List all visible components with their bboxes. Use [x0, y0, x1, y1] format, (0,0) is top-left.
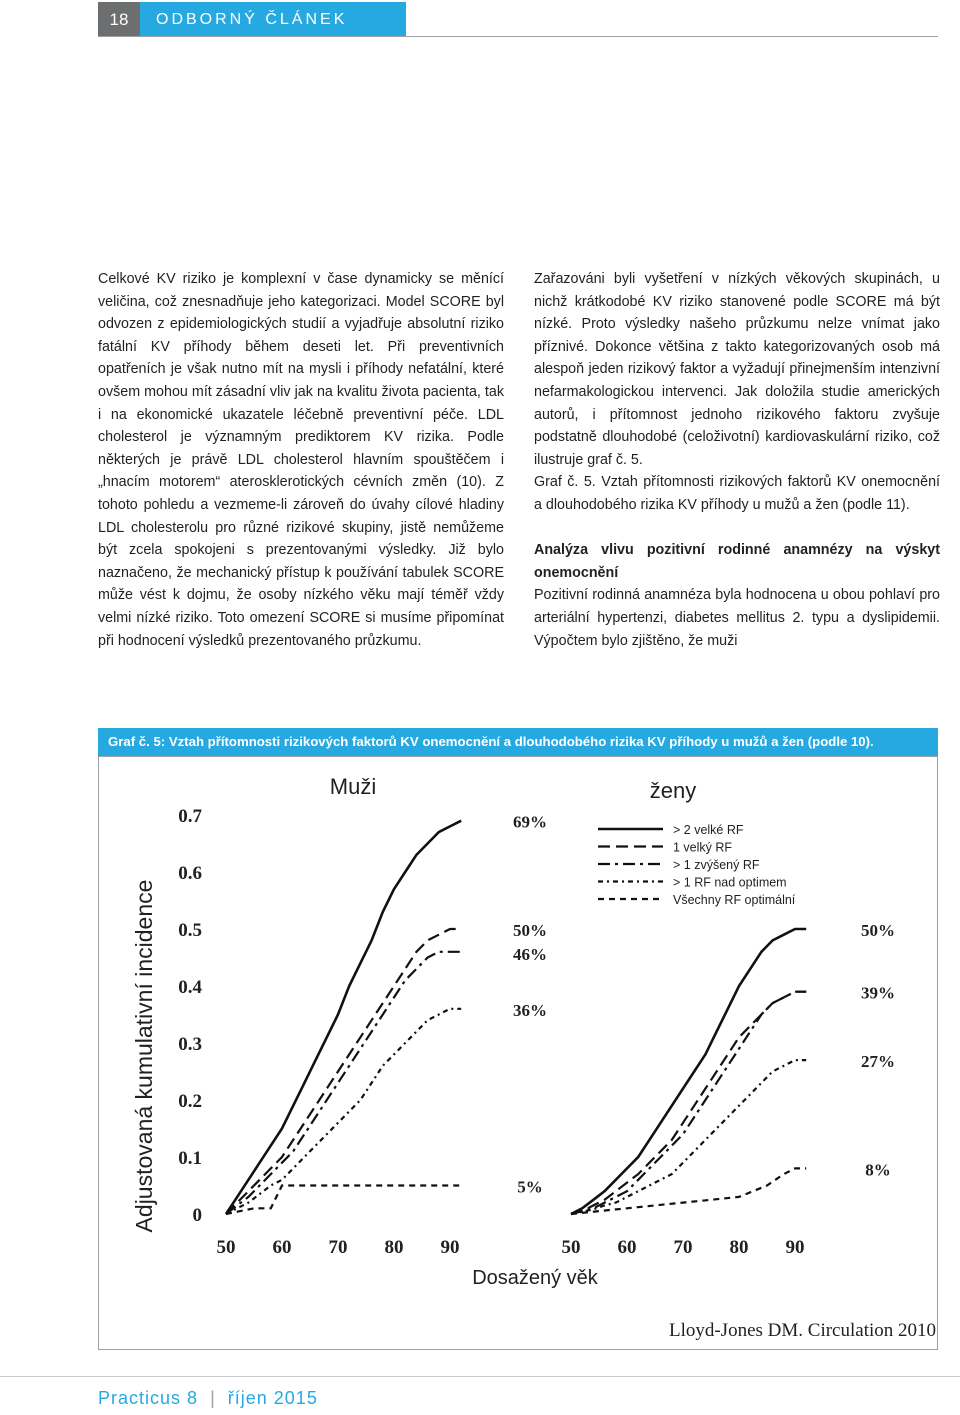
series-line-muzi-1-rf-nad-optimem — [226, 1009, 461, 1214]
section-subheading: Analýza vlivu pozitivní rodinné anamnézy na výskyt onemocnění — [534, 542, 940, 581]
end-label-muzi-36: 36% — [513, 1000, 547, 1020]
y-tick-label-0-4: 0.4 — [178, 977, 202, 998]
chart-title-muzi: Muži — [329, 774, 377, 799]
footer-journal: Practicus 8 — [98, 1388, 199, 1408]
x-tick-label-zeny-70: 70 — [673, 1237, 693, 1258]
series-line-muzi-v-echny-rf-optim-ln — [226, 1186, 461, 1215]
chart-title-zeny: ženy — [649, 778, 697, 803]
left-column — [98, 268, 504, 652]
series-line-muzi-1-velk-rf — [226, 929, 461, 1214]
footer-date: říjen 2015 — [227, 1388, 318, 1408]
series-line-muzi-1-zv-en-rf — [226, 952, 461, 1214]
x-tick-label-zeny-80: 80 — [729, 1237, 749, 1258]
body-paragraph-1: Celkové KV riziko je komplexní v čase dynamicky se měnící veličina, což znesnadňuje jeho kategorizaci. Model SCORE byl odvozen z epidemiologických studií a vyjadřuje absolutní riziko fatální KV příhody během deseti let. Při preventivních opatřeních je však nutno mít na mysli i příhody nefatální, které ovšem mohou mít zásadní vliv jak na kvalitu života pacienta, tak i na ekonomické ukazatele léčebně preventivní péče. LDL cholesterol je významným prediktorem KV rizika. Podle některých je právě LDL cholesterol hlavním spouštěčem i „hnacím motorem“ aterosklerotických cévních změn (10). Z tohoto pohledu a vezmeme-li zároveň do úvahy cílové hladiny LDL cholesterolu pro různé rizikové skupiny, jistě nemůžeme být zcela spokojeni s prezentovanými výsledky. Již bylo naznačeno, že mechanický přístup k používání tabulek SCORE může vést k dojmu, že osoby nízkého věku mají téměř vždy velmi nízké riziko. Toto omezení SCORE si musíme připomínat při hodnocení výsledků prezentovaného průzkumu. — [98, 271, 504, 649]
page-number: 18 — [98, 2, 140, 36]
x-tick-label-muzi-90: 90 — [440, 1237, 460, 1258]
footer-rule — [0, 1376, 960, 1377]
y-tick-label-0-2: 0.2 — [178, 1091, 202, 1112]
end-label-muzi-50: 50% — [513, 921, 547, 940]
footer-separator: | — [204, 1388, 222, 1408]
section-tag: ODBORNÝ ČLÁNEK — [140, 2, 406, 36]
y-tick-label-0-6: 0.6 — [178, 863, 202, 884]
graph-reference: Graf č. 5. Vztah přítomnosti rizikových faktorů KV onemocnění a dlouhodobého rizika KV příhody u mužů a žen (podle 11). — [534, 474, 940, 513]
x-tick-label-zeny-90: 90 — [785, 1237, 805, 1258]
page-footer — [98, 1388, 318, 1409]
figure-credit: Lloyd-Jones DM. Circulation 2010 — [668, 1320, 936, 1341]
x-tick-label-muzi-60: 60 — [272, 1237, 292, 1258]
end-label-zeny-27: 27% — [861, 1052, 895, 1072]
x-tick-label-muzi-70: 70 — [328, 1237, 348, 1258]
y-tick-label-0-3: 0.3 — [178, 1034, 202, 1055]
series-line-zeny-1-zv-en-rf — [571, 992, 806, 1214]
body-paragraph-1-continued: Zařazováni byli vyšetření v nízkých věkových skupinách, u nichž krátkodobé KV riziko stanovené podle SCORE má být nízké. Proto výsledky našeho průzkumu nelze vnímat jako příznivé. Dokonce většina z takto kategorizovaných osob má alespoň jeden rizikový faktor a vyžadují přinejmenším intenzivní nefarmakologickou intervenci. Jak doložila studie amerických autorů, i přítomnost jednoho rizikového faktoru zvyšuje podstatně dlouhodobé (celoživotní) kardiovaskulární riziko, což ilustruje graf č. 5. — [534, 271, 940, 468]
x-tick-label-zeny-60: 60 — [617, 1237, 637, 1258]
header-rule — [98, 36, 938, 37]
end-label-zeny-50: 50% — [861, 921, 895, 940]
end-label-muzi-5: 5% — [517, 1177, 543, 1197]
body-paragraph-2: Pozitivní rodinná anamnéza byla hodnocena u obou pohlaví pro arteriální hypertenzi, diabetes mellitus 2. typu a dyslipidemii. Výpočtem bylo zjištěno, že muži — [534, 587, 940, 649]
x-tick-label-muzi-50: 50 — [216, 1237, 236, 1258]
end-label-zeny-39: 39% — [861, 983, 895, 1003]
series-line-zeny-2-velk-rf — [571, 929, 806, 1214]
end-label-zeny-8: 8% — [865, 1160, 891, 1180]
y-tick-label-0-5: 0.5 — [178, 920, 202, 941]
chart-legend — [598, 823, 796, 907]
x-tick-label-zeny-50: 50 — [561, 1237, 581, 1258]
legend-label-v-echny-rf-optim-ln: Všechny RF optimální — [673, 893, 796, 907]
right-column — [534, 268, 940, 652]
legend-label-1-velk-rf: 1 velký RF — [673, 840, 733, 855]
series-line-zeny-1-velk-rf — [571, 992, 806, 1214]
y-tick-label-0: 0 — [192, 1205, 202, 1226]
legend-label-2-velk-rf: > 2 velké RF — [673, 823, 744, 837]
end-label-muzi-46: 46% — [513, 945, 547, 964]
x-axis-label: Dosažený věk — [472, 1267, 598, 1289]
series-line-muzi-2-velk-rf — [226, 821, 461, 1214]
y-tick-label-0-1: 0.1 — [178, 1148, 202, 1169]
legend-label-1-rf-nad-optimem: > 1 RF nad optimem — [673, 875, 787, 890]
end-label-muzi-69: 69% — [513, 812, 547, 832]
y-tick-label-0-7: 0.7 — [178, 806, 202, 827]
panel-muzi — [178, 806, 547, 1258]
figure-caption: Graf č. 5: Vztah přítomnosti rizikových faktorů KV onemocnění a dlouhodobého rizika KV příhody u mužů a žen (podle 10). — [98, 728, 938, 756]
legend-label-1-zv-en-rf: > 1 zvýšený RF — [673, 858, 760, 872]
cumulative-incidence-chart — [98, 756, 938, 1350]
y-axis-label: Adjustovaná kumulativní incidence — [131, 879, 157, 1233]
panel-zeny — [562, 921, 896, 1258]
x-tick-label-muzi-80: 80 — [384, 1237, 404, 1258]
